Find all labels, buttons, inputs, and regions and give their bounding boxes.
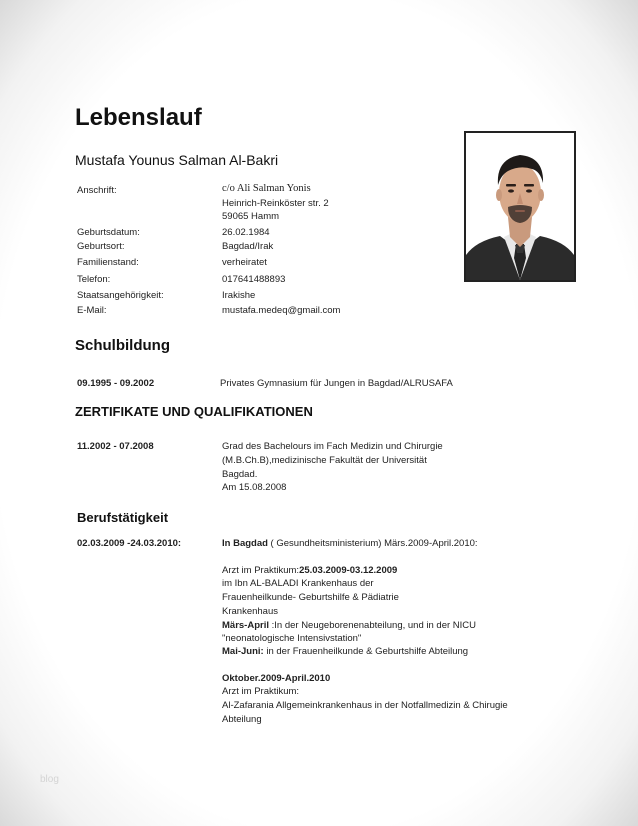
label-email: E-Mail:	[77, 305, 107, 316]
watermark-text: blog	[40, 774, 59, 785]
applicant-photo	[464, 131, 576, 282]
value-phone: 017641488893	[222, 274, 286, 285]
beruf-okt-line-1: Arzt im Praktikum:	[222, 686, 300, 697]
section-heading-schulbildung: Schulbildung	[75, 337, 170, 354]
zert-line-2: (M.B.Ch.B),medizinische Fakultät der Universität	[222, 455, 427, 466]
label-birthplace: Geburtsort:	[77, 241, 125, 252]
beruf-okt-label: Oktober.2009-April.2010	[222, 673, 331, 684]
section-heading-beruf: Berufstätigkeit	[77, 510, 169, 525]
beruf-mai	[222, 646, 468, 657]
beruf-intro-rest: ( Gesundheitsministerium) Märs.2009-April.2010:	[267, 538, 478, 549]
value-address-line3: 59065 Hamm	[222, 211, 280, 222]
label-nationality: Staatsangehörigkeit:	[77, 290, 164, 301]
beruf-mars-text: :In der Neugeborenenabteilung, und in der NICU	[268, 620, 477, 631]
value-address-line1: c/o Ali Salman Yonis	[222, 183, 311, 194]
value-birthdate: 26.02.1984	[222, 227, 270, 238]
beruf-date: 02.03.2009 -24.03.2010:	[77, 538, 182, 549]
zert-line-1: Grad des Bachelours im Fach Medizin und Chirurgie	[222, 441, 443, 452]
value-birthplace: Bagdad/Irak	[222, 241, 274, 252]
beruf-mars-text2: "neonatologische Intensivstation"	[222, 633, 362, 644]
beruf-mars-label: Märs-April	[222, 620, 269, 631]
schul-date: 09.1995 - 09.2002	[77, 378, 155, 389]
zert-date: 11.2002 - 07.2008	[77, 441, 154, 452]
beruf-okt-line-3: Abteilung	[222, 714, 262, 725]
label-phone: Telefon:	[77, 274, 111, 285]
beruf-intro	[222, 538, 478, 549]
schul-text: Privates Gymnasium für Jungen in Bagdad/ALRUSAFA	[220, 378, 453, 389]
value-marital-status: verheiratet	[222, 257, 267, 268]
beruf-mars	[222, 620, 476, 631]
beruf-p1-dates: 25.03.2009-03.12.2009	[299, 565, 398, 576]
beruf-p1	[222, 565, 397, 576]
value-nationality: Irakishe	[222, 290, 256, 301]
beruf-p1-line-1: im Ibn AL-BALADI Krankenhaus der	[222, 578, 374, 589]
value-email: mustafa.medeq@gmail.com	[222, 305, 341, 316]
portrait-image	[466, 133, 574, 280]
beruf-okt-line-2: Al-Zafarania Allgemeinkrankenhaus in der Notfallmedizin & Chirugie	[222, 700, 508, 711]
beruf-mai-label: Mai-Juni:	[222, 646, 264, 657]
label-address: Anschrift:	[77, 185, 117, 196]
beruf-intro-place: In Bagdad	[222, 538, 268, 549]
beruf-mai-text: in der Frauenheilkunde & Geburtshilfe Abteilung	[263, 646, 469, 657]
label-marital-status: Familienstand:	[77, 257, 139, 268]
beruf-p1-label: Arzt im Praktikum:	[222, 565, 300, 576]
page-title: Lebenslauf	[75, 104, 202, 131]
applicant-name: Mustafa Younus Salman Al-Bakri	[75, 152, 279, 168]
section-heading-zertifikate: ZERTIFIKATE UND QUALIFIKATIONEN	[75, 404, 313, 419]
zert-line-4: Am 15.08.2008	[222, 482, 287, 493]
zert-line-3: Bagdad.	[222, 469, 258, 480]
beruf-p1-line-3: Krankenhaus	[222, 606, 278, 617]
beruf-p1-line-2: Frauenheilkunde- Geburtshilfe & Pädiatrie	[222, 592, 399, 603]
value-address-line2: Heinrich-Reinköster str. 2	[222, 198, 329, 209]
label-birthdate: Geburtsdatum:	[77, 227, 140, 238]
